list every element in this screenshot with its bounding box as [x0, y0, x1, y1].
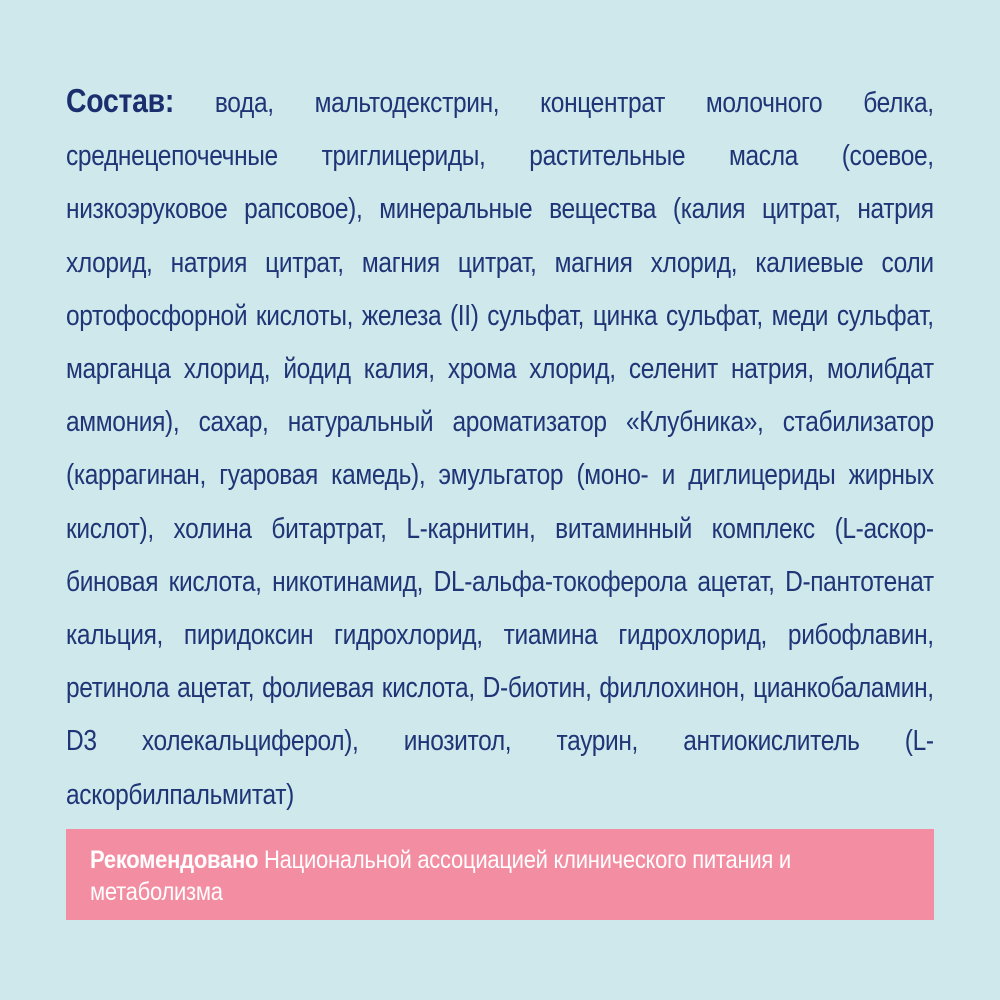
recommendation-text: Национальной ассоциацией клинического питания и метаболизма [90, 846, 791, 906]
recommendation-banner [66, 829, 934, 920]
composition-label: Состав: [66, 82, 175, 119]
composition-text: вода, мальтодекстрин, концентрат молочного белка, среднецепочечные триглицериды, растительные масла (соевое, низкоэруковое рапсовое), минеральные вещества (калия цитрат, натрия хлорид, натрия цитрат, магния цитрат, магния хлорид, калиевые соли ортофосфорной кислоты, железа (II) сульфат, цинка сульфат, меди сульфат, марганца хлорид, йодид калия, хрома хлорид, селенит натрия, молибдат аммония), сахар, натуральный ароматизатор «Клубника», стабилизатор (каррагинан, гуаровая камедь), эмульгатор (моно- и диглицериды жирных кислот), холина битартрат, L-карнитин, витаминный комплекс (L-аскор- биновая кислота, никотинамид, DL-альфа-токоферола ацетат, D-пантотенат кальция, пиридоксин гидрохлорид, тиамина гидрохлорид, рибофлавин, ретинола ацетат, фолиевая кислота, D-биотин, филлохинон, цианкобаламин, D3 холекальциферол), инозитол, таурин, антиокислитель (L-аскорбилпальмитат) [66, 87, 934, 811]
recommendation-paragraph [90, 844, 908, 908]
recommendation-label: Рекомендовано [90, 846, 259, 874]
composition-paragraph [66, 74, 934, 822]
